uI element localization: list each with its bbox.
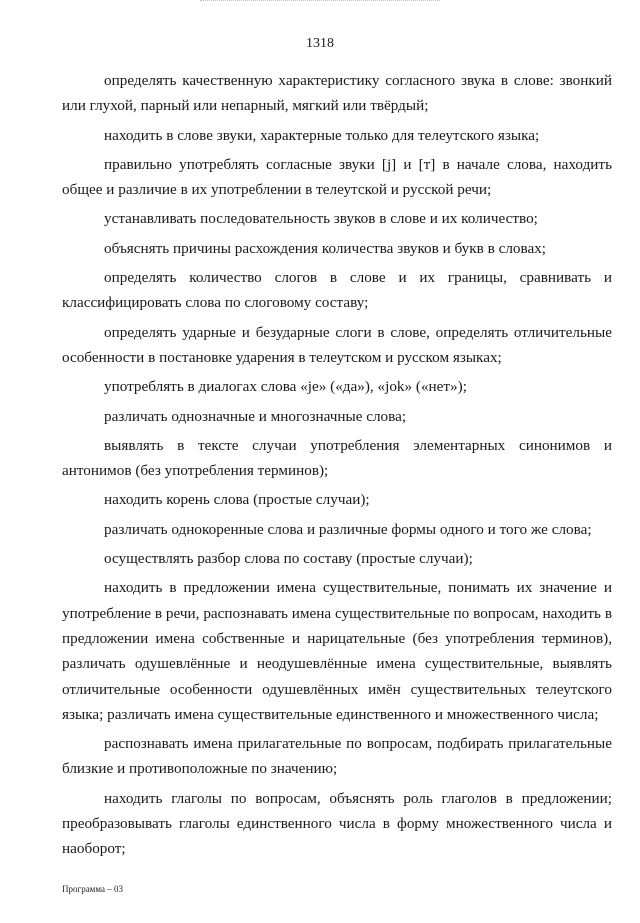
paragraph: устанавливать последовательность звуков в слове и их количество; <box>104 210 538 228</box>
paragraph: правильно употреблять согласные звуки [j] и [т] в начале слова, находить общее и различие в их употреблении в телеутской и русской речи; <box>62 155 612 199</box>
paragraph: различать однозначные и многозначные слова; <box>104 407 407 425</box>
paragraph: выявлять в тексте случаи употребления элементарных синонимов и антонимов (без употребления терминов); <box>62 436 612 480</box>
paragraph: употреблять в диалогах слова «je» («да»), «jok» («нет»); <box>104 378 467 396</box>
document-body <box>62 68 612 866</box>
paragraph: находить корень слова (простые случаи); <box>104 491 370 509</box>
paragraph: находить глаголы по вопросам, объяснять роль глаголов в предложении; преобразовывать глаголы единственного числа в форму множественного числа и наоборот; <box>62 789 612 858</box>
paragraph: находить в предложении имена существительные, понимать их значение и употребление в речи, распознавать имена существительные по вопросам, находить в предложении имена собственные и нарицательные (без употребления терминов), различать одушевлённые и неодушевлённые имена существительные, выявлять отличительные особенности одушевлённых имён существительных телеутского языка; различать имена существительные единственного и множественного числа; <box>62 579 612 723</box>
paragraph: объяснять причины расхождения количества звуков и букв в словах; <box>104 239 547 257</box>
paragraph: различать однокоренные слова и различные формы одного и того же слова; <box>104 520 592 538</box>
paragraph: определять качественную характеристику согласного звука в слове: звонкий или глухой, парный или непарный, мягкий или твёрдый; <box>62 72 612 115</box>
paragraph: определять количество слогов в слове и их границы, сравнивать и классифицировать слова по слоговому составу; <box>62 269 612 312</box>
paragraph: осуществлять разбор слова по составу (простые случаи); <box>104 550 473 568</box>
scan-top-edge-mark <box>200 0 440 3</box>
paragraph: определять ударные и безударные слоги в слове, определять отличительные особенности в постановке ударения в телеутском и русском языках; <box>62 323 612 366</box>
paragraph: распознавать имена прилагательные по вопросам, подбирать прилагательные близкие и противоположные по значению; <box>62 735 612 778</box>
page-number: 1318 <box>306 36 334 51</box>
footer-label: Программа – 03 <box>62 884 124 894</box>
paragraph: находить в слове звуки, характерные только для телеутского языка; <box>104 126 540 144</box>
